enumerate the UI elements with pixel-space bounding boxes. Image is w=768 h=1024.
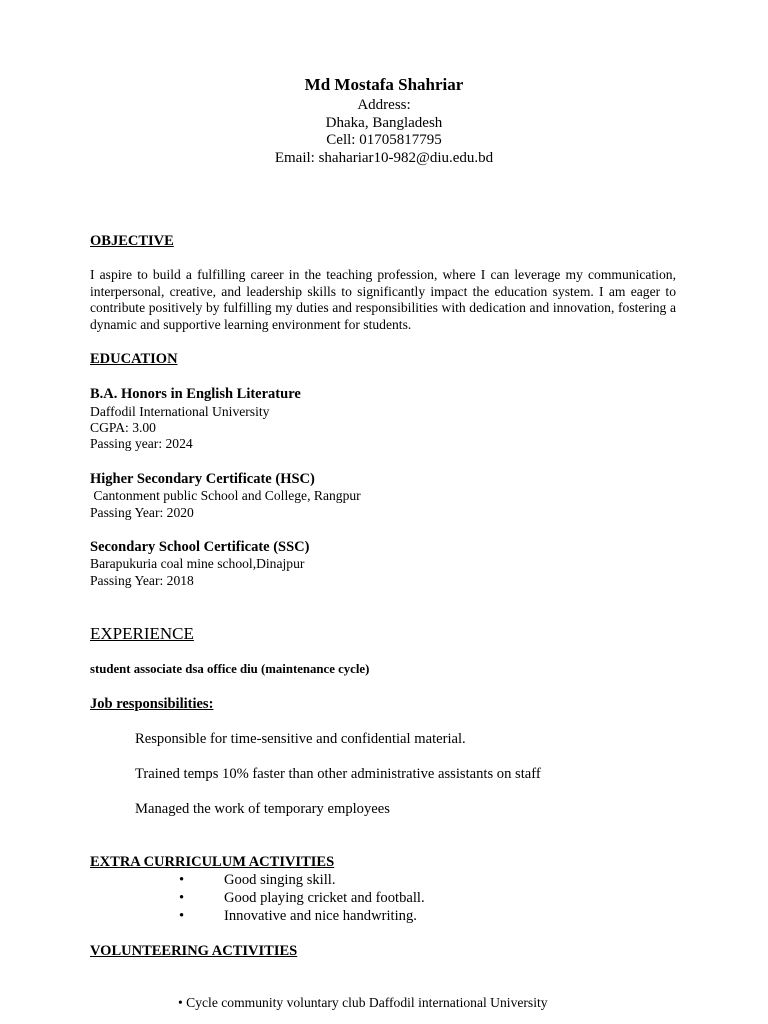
cgpa: CGPA: 3.00: [90, 420, 156, 435]
passing-year: Passing Year: 2020: [90, 505, 194, 520]
job-responsibilities-heading: Job responsibilities:: [90, 696, 214, 712]
degree-title: B.A. Honors in English Literature: [90, 386, 301, 402]
institution: Daffodil International University: [90, 404, 270, 419]
job-role: student associate dsa office diu (maintenance cycle): [90, 662, 370, 676]
extra-curriculum-heading: EXTRA CURRICULUM ACTIVITIES: [90, 854, 335, 870]
institution: Barapukuria coal mine school,Dinajpur: [90, 556, 305, 571]
activity-item: Good singing skill.: [224, 872, 336, 888]
responsibility-item: Responsible for time-sensitive and confidential material.: [135, 731, 466, 747]
address-value: Dhaka, Bangladesh: [325, 115, 443, 131]
address-label: Address:: [357, 97, 411, 113]
email-address: Email: shahariar10-982@diu.edu.bd: [274, 150, 494, 166]
objective-heading: OBJECTIVE: [90, 233, 174, 249]
experience-heading: EXPERIENCE: [90, 624, 194, 643]
responsibility-item: Managed the work of temporary employees: [135, 801, 390, 817]
passing-year: Passing Year: 2018: [90, 573, 194, 588]
volunteering-item: • Cycle community voluntary club Daffodil international University: [178, 995, 548, 1010]
resume-name: Md Mostafa Shahriar: [304, 75, 464, 94]
volunteering-heading: VOLUNTEERING ACTIVITIES: [90, 943, 298, 959]
education-heading: EDUCATION: [90, 351, 178, 367]
passing-year: Passing year: 2024: [90, 436, 193, 451]
activity-item: Innovative and nice handwriting.: [224, 908, 417, 924]
objective-paragraph: I aspire to build a fulfilling career in the teaching profession, where I can leverage my communication, interpersonal, creative, and leadership skills to significantly impact the education system. I am eager to contribute positively by fulfilling my duties and responsibilities with dedication and innovation, fostering a dynamic and supportive learning environment for students.: [90, 267, 676, 332]
bullet-icon: •: [179, 908, 185, 924]
bullet-icon: •: [179, 872, 185, 888]
responsibility-item: Trained temps 10% faster than other administrative assistants on staff: [135, 766, 541, 782]
activity-item: Good playing cricket and football.: [224, 890, 425, 906]
cell-number: Cell: 01705817795: [326, 132, 442, 148]
bullet-icon: •: [179, 890, 185, 906]
degree-title: Secondary School Certificate (SSC): [90, 539, 310, 555]
degree-title: Higher Secondary Certificate (HSC): [90, 471, 315, 487]
institution: Cantonment public School and College, Rangpur: [90, 488, 361, 503]
